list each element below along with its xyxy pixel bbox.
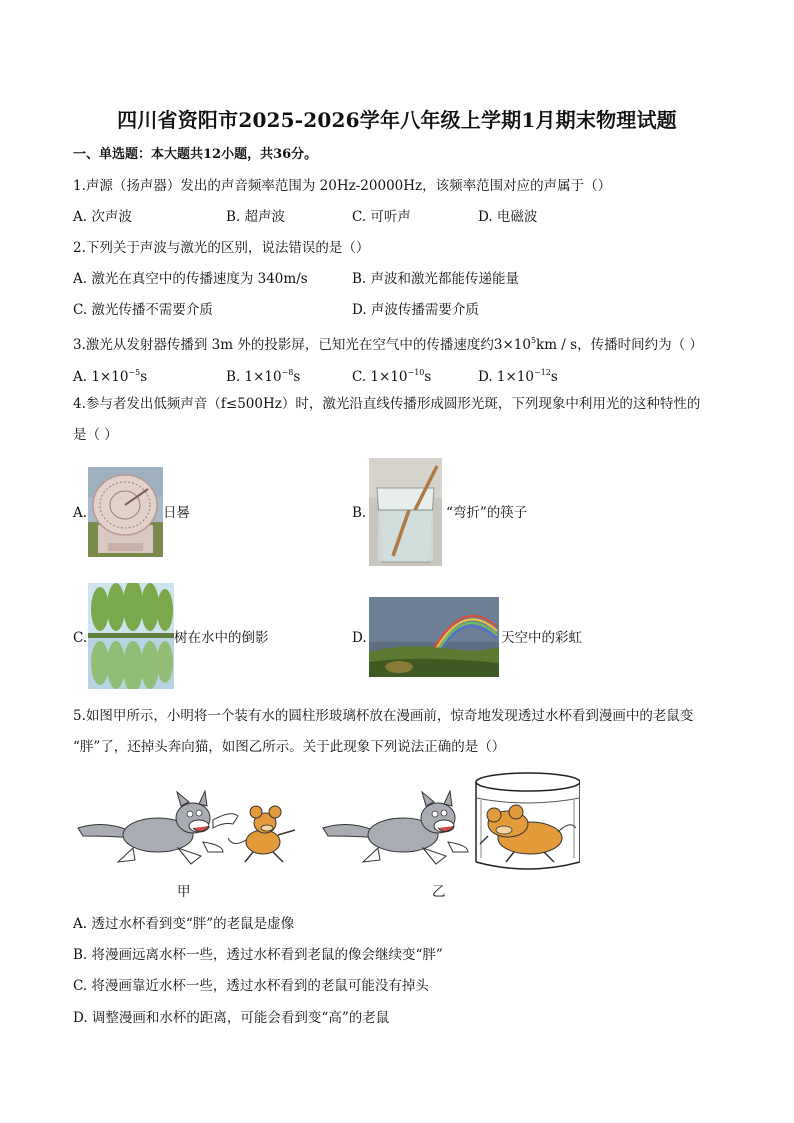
- figure-yi-label: 乙: [432, 884, 446, 900]
- figure-yi-cartoon: [318, 770, 580, 874]
- cat-drawing: [78, 791, 238, 864]
- question-4-option-a-text: 日晷: [163, 505, 190, 521]
- question-3-stem-end: km / s，传播时间约为（ ）: [536, 337, 703, 353]
- question-3-option-a[interactable]: [73, 364, 147, 386]
- question-5-stem-line1: 5.如图甲所示，小明将一个装有水的圆柱形玻璃杯放在漫画前，惊奇地发现透过水杯看到漫画中的老鼠变: [73, 708, 694, 724]
- figure-jia-cartoon: [73, 790, 303, 870]
- question-2-option-c[interactable]: C. 激光传播不需要介质: [73, 302, 213, 318]
- question-5-option-a[interactable]: A. 透过水杯看到变“胖”的老鼠是虚像: [73, 916, 295, 932]
- option-c-base: C. 1×10: [352, 369, 408, 385]
- fat-mouse-drawing: [480, 805, 576, 862]
- question-3-exponent: 5: [530, 336, 537, 345]
- question-3-stem-text: 3.激光从发射器传播到 3m 外的投影屏，已知光在空气中的传播速度约3×10: [73, 337, 531, 353]
- question-3-option-d[interactable]: [478, 364, 558, 386]
- question-4-option-d-text: 天空中的彩虹: [501, 630, 582, 646]
- option-c-exponent: −10: [407, 368, 425, 377]
- question-5-option-b[interactable]: B. 将漫画远离水杯一些，透过水杯看到老鼠的像会继续变“胖”: [73, 947, 443, 963]
- question-1-option-b[interactable]: B. 超声波: [226, 209, 286, 225]
- page-title: 四川省资阳市2025-2026学年八年级上学期1月期末物理试题: [117, 108, 677, 132]
- option-b-base: B. 1×10: [226, 369, 282, 385]
- sundial-image[interactable]: [88, 467, 163, 557]
- question-4-stem-line1: 4.参与者发出低频声音（f≤500Hz）时，激光沿直线传播形成圆形光斑，下列现象中利用光的这种特性的: [73, 396, 701, 412]
- option-c-unit: s: [424, 369, 432, 385]
- option-d-base: D. 1×10: [478, 369, 535, 385]
- bent-chopstick-image[interactable]: [369, 458, 442, 566]
- tree-reflection-image[interactable]: [88, 583, 174, 689]
- question-5-stem-line2: “胖”了，还掉头奔向猫，如图乙所示。关于此现象下列说法正确的是（）: [73, 739, 506, 755]
- figure-jia-label: 甲: [177, 884, 191, 900]
- question-2-option-a[interactable]: A. 激光在真空中的传播速度为 340m/s: [73, 271, 308, 287]
- question-2-option-d[interactable]: D. 声波传播需要介质: [352, 302, 479, 318]
- question-4-stem-line2: 是（ ）: [73, 427, 118, 443]
- question-1-option-c[interactable]: C. 可听声: [352, 209, 411, 225]
- question-1-stem: 1.声源（扬声器）发出的声音频率范围为 20Hz-20000Hz，该频率范围对应的声属于（）: [73, 178, 612, 194]
- question-4-option-d-letter[interactable]: D.: [352, 630, 367, 646]
- question-3-option-c[interactable]: [352, 364, 431, 386]
- section-heading: 一、单选题：本大题共12小题，共36分。: [73, 147, 318, 162]
- option-a-exponent: −5: [128, 368, 141, 377]
- option-d-exponent: −12: [534, 368, 551, 377]
- option-a-unit: s: [140, 369, 148, 385]
- option-a-base: A. 1×10: [73, 369, 129, 385]
- option-d-unit: s: [550, 369, 558, 385]
- question-3-stem: [73, 332, 703, 354]
- question-5-option-c[interactable]: C. 将漫画靠近水杯一些，透过水杯看到的老鼠可能没有掉头: [73, 978, 429, 994]
- question-4-option-a-letter[interactable]: A.: [73, 505, 88, 521]
- question-1-option-a[interactable]: A. 次声波: [73, 209, 132, 225]
- question-3-option-b[interactable]: [226, 364, 300, 386]
- rainbow-image[interactable]: [369, 597, 499, 677]
- option-b-unit: s: [293, 369, 301, 385]
- question-2-option-b[interactable]: B. 声波和激光都能传递能量: [352, 271, 520, 287]
- question-4-option-c-letter[interactable]: C.: [73, 630, 88, 646]
- question-5-option-d[interactable]: D. 调整漫画和水杯的距离，可能会看到变“高”的老鼠: [73, 1010, 390, 1026]
- cat-drawing-2: [323, 791, 468, 864]
- question-4-option-b-letter[interactable]: B.: [352, 505, 367, 521]
- question-2-stem: 2.下列关于声波与激光的区别，说法错误的是（）: [73, 240, 370, 256]
- question-1-option-d[interactable]: D. 电磁波: [478, 209, 538, 225]
- question-4-option-c-text: 树在水中的倒影: [174, 630, 269, 646]
- mouse-drawing: [228, 806, 295, 862]
- question-4-option-b-text: “弯折”的筷子: [446, 505, 528, 521]
- option-b-exponent: −8: [281, 368, 294, 377]
